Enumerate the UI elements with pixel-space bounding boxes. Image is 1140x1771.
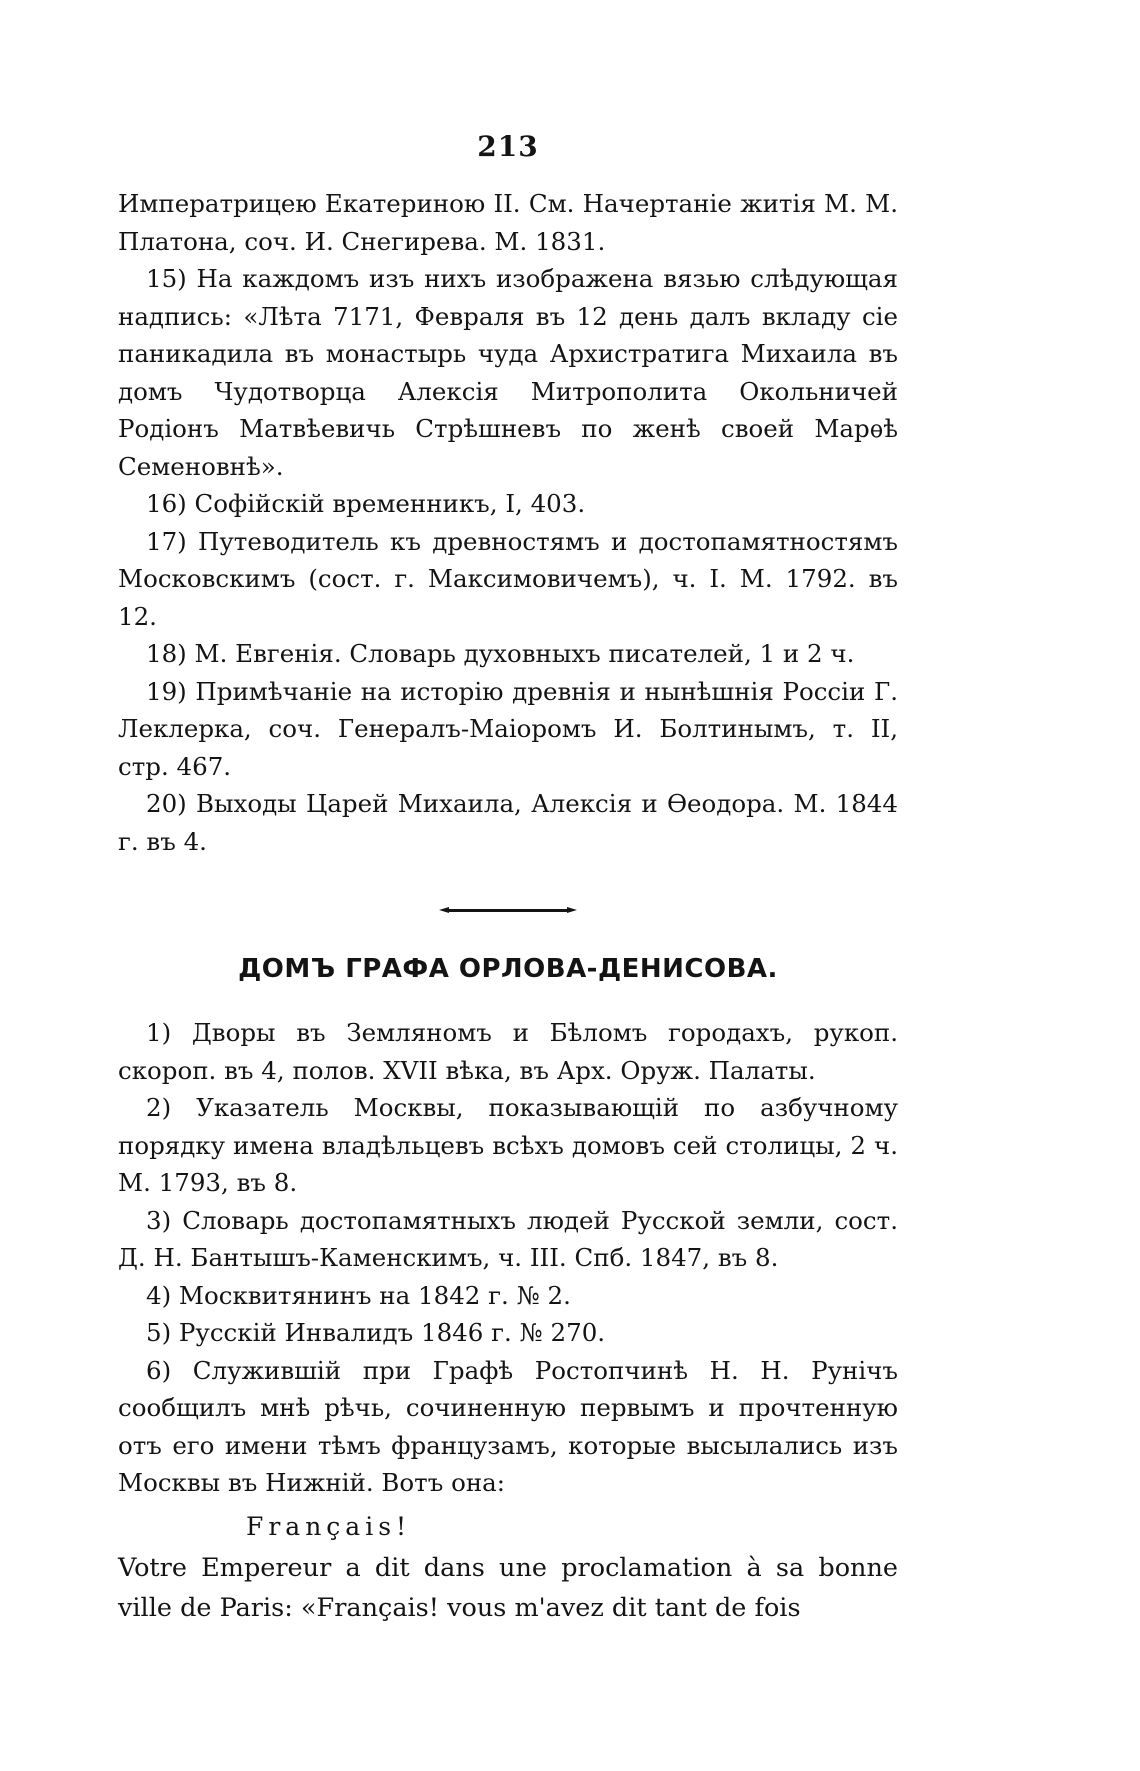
- note-20: 20) Выходы Царей Михаила, Алексія и Ѳеодора. М. 1844 г. въ 4.: [118, 789, 898, 856]
- source-item-2: 2) Указатель Москвы, показывающій по азбучному порядку имена владѣльцевъ всѣхъ домовъ сей столицы, 2 ч. М. 1793, въ 8.: [118, 1093, 898, 1197]
- section-title: ДОМЪ ГРАФА ОРЛОВА-ДЕНИСОВА.: [238, 954, 778, 984]
- footnotes-block: [118, 185, 898, 860]
- french-heading: Français!: [246, 1511, 412, 1541]
- note-18: 18) М. Евгенія. Словарь духовныхъ писателей, 1 и 2 ч.: [146, 639, 855, 668]
- source-item-4: 4) Москвитянинъ на 1842 г. № 2.: [146, 1280, 571, 1310]
- note-16: 16) Софійскій временникъ, I, 403.: [146, 489, 586, 518]
- french-text: Votre Empereur a dit dans une proclamation à sa bonne ville de Paris: «Français! vous m'avez dit tant de fois: [118, 1552, 898, 1623]
- source-item-6: 6) Служившій при Графѣ Ростопчинѣ Н. Н. Рунічъ сообщилъ мнѣ рѣчь, сочиненную первымъ и прочтенную отъ его имени тѣмъ французамъ, которые высылались изъ Москвы въ Нижній. Вотъ она:: [118, 1355, 898, 1497]
- page-number: 213: [477, 130, 539, 163]
- note-15: 15) На каждомъ изъ нихъ изображена вязью слѣдующая надпись: «Лѣта 7171, Февраля въ 12 день далъ вкладу сіе паникадила въ монастырь чуда Архистратига Михаила въ домъ Чудотворца Алексія Митрополита Окольничей Родіонъ Матвѣевичь Стрѣшневъ по женѣ своей Марѳѣ Семеновнѣ».: [118, 264, 898, 481]
- source-item-1: 1) Дворы въ Земляномъ и Бѣломъ городахъ, рукоп. скороп. въ 4, полов. XVII вѣка, въ Арх. Оруж. Палаты.: [118, 1018, 898, 1085]
- note-17: 17) Путеводитель къ древностямъ и достопамятностямъ Московскимъ (сост. г. Максимовичемъ), ч. I. М. 1792. въ 12.: [118, 526, 898, 631]
- note-19: 19) Примѣчаніе на исторію древнія и нынѣшнія Россіи Г. Леклерка, соч. Генералъ-Маіоромъ И. Болтинымъ, т. II, стр. 467.: [118, 676, 898, 781]
- divider-rule: [449, 909, 567, 912]
- sources-list: [118, 1014, 898, 1502]
- source-item-3: 3) Словарь достопамятныхъ людей Русской земли, сост. Д. Н. Бантышъ-Каменскимъ, ч. III. Спб. 1847, въ 8.: [118, 1205, 898, 1272]
- book-page: [118, 130, 898, 1628]
- section-divider: [118, 900, 898, 910]
- note-continuation: Императрицею Екатериною II. См. Начертаніе житія М. М. Платона, соч. И. Снегирева. М. 1831.: [118, 189, 898, 256]
- source-item-5: 5) Русскій Инвалидъ 1846 г. № 270.: [146, 1318, 606, 1347]
